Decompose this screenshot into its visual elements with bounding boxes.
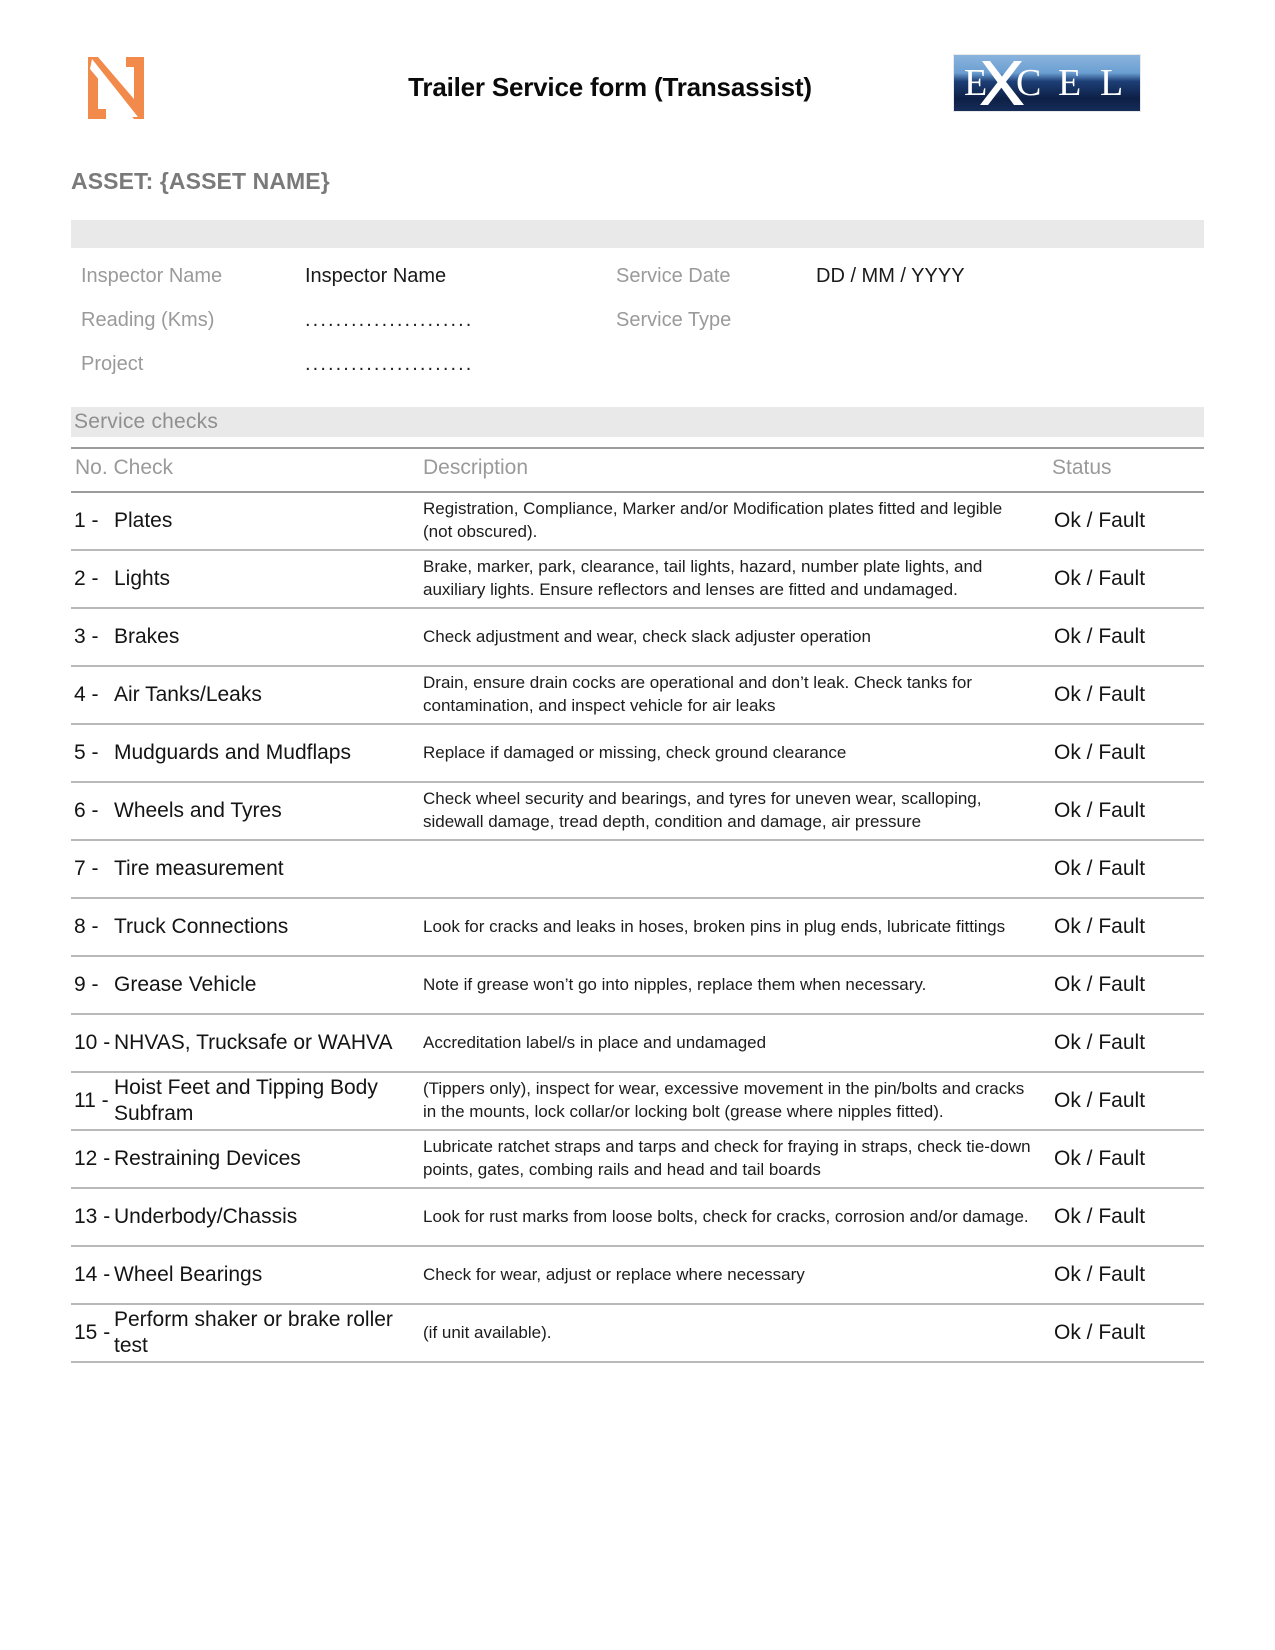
check-name: Plates: [114, 509, 173, 533]
cell-status[interactable]: Ok / Fault: [1054, 973, 1146, 996]
service-checks-table: [71, 447, 1204, 1363]
page-title: Trailer Service form (Transassist): [408, 72, 812, 102]
cell-description: Note if grease won’t go into nipples, replace them when necessary.: [423, 974, 927, 994]
cell-status[interactable]: Ok / Fault: [1054, 1031, 1146, 1054]
check-name: Hoist Feet and Tipping Body Subfram: [114, 1076, 378, 1125]
table-row-inner: [71, 1015, 1204, 1071]
check-number: 7 -: [74, 856, 99, 880]
project-value[interactable]: ......................: [305, 353, 474, 375]
table-row: [71, 1013, 1204, 1071]
column-header-status: Status: [1052, 456, 1112, 479]
table-row: [71, 549, 1204, 607]
table-row-inner: [71, 493, 1204, 549]
cell-no-check: [71, 508, 423, 534]
check-name: Wheel Bearings: [114, 1263, 263, 1287]
cell-status[interactable]: Ok / Fault: [1054, 509, 1146, 532]
check-number: 14 -: [74, 1262, 111, 1286]
check-number: 2 -: [74, 566, 99, 590]
table-row-inner: [71, 957, 1204, 1013]
cell-no-check: [71, 1075, 423, 1126]
column-header-no-check: No. Check: [75, 456, 174, 479]
cell-description: Replace if damaged or missing, check ground clearance: [423, 742, 847, 762]
cell-status[interactable]: Ok / Fault: [1054, 625, 1146, 648]
cell-description: (if unit available).: [423, 1322, 552, 1342]
check-number: 12 -: [74, 1146, 111, 1170]
cell-no-check: [71, 972, 423, 998]
table-body: [71, 491, 1204, 1363]
check-name: Perform shaker or brake roller test: [114, 1308, 393, 1357]
cell-description: Check for wear, adjust or replace where necessary: [423, 1264, 805, 1284]
form-fields: [0, 248, 1275, 398]
check-number: 15 -: [74, 1321, 111, 1344]
check-name: Air Tanks/Leaks: [114, 683, 262, 707]
cell-no-check: [71, 1262, 423, 1288]
table-row-inner: [71, 1131, 1204, 1187]
check-name: Lights: [114, 567, 171, 591]
check-number: 4 -: [74, 682, 99, 706]
cell-status[interactable]: Ok / Fault: [1054, 799, 1146, 822]
table-row: [71, 955, 1204, 1013]
cell-status[interactable]: Ok / Fault: [1054, 857, 1146, 880]
cell-no-check: [71, 682, 423, 708]
check-name: Underbody/Chassis: [114, 1205, 298, 1229]
check-number: 11 -: [74, 1089, 109, 1112]
cell-description: Accreditation label/s in place and undamaged: [423, 1032, 767, 1052]
service-checks-heading: Service checks: [74, 410, 219, 433]
form-section-header-bar: [71, 220, 1204, 248]
table-row-inner: [71, 551, 1204, 607]
check-name: Restraining Devices: [114, 1147, 301, 1171]
cell-no-check: [71, 566, 423, 592]
service-type-label: Service Type: [616, 309, 732, 331]
table-row-inner: [71, 609, 1204, 665]
table-row: [71, 781, 1204, 839]
cell-description: Brake, marker, park, clearance, tail lights, hazard, number plate lights, and auxiliary lights. Ensure reflectors and lenses are fitted and undamaged.: [423, 557, 983, 599]
cell-status[interactable]: Ok / Fault: [1054, 1263, 1146, 1286]
table-row: [71, 1303, 1204, 1361]
svg-text:C: C: [1016, 62, 1042, 104]
table-row: [71, 897, 1204, 955]
table-row-inner: [71, 783, 1204, 839]
cell-description: Registration, Compliance, Marker and/or Modification plates fitted and legible (not obscured).: [423, 499, 1003, 541]
service-date-value[interactable]: DD / MM / YYYY: [816, 265, 965, 287]
cell-status[interactable]: Ok / Fault: [1054, 1089, 1146, 1112]
reading-kms-value[interactable]: ......................: [305, 309, 474, 331]
table-row: [71, 723, 1204, 781]
check-name: Tire measurement: [114, 857, 284, 881]
cell-status[interactable]: Ok / Fault: [1054, 567, 1146, 590]
table-row-inner: [71, 1247, 1204, 1303]
table-row: [71, 665, 1204, 723]
excel-logo: [953, 54, 1141, 112]
check-name: Mudguards and Mudflaps: [114, 741, 351, 765]
column-header-description: Description: [423, 456, 529, 479]
cell-status[interactable]: Ok / Fault: [1054, 1321, 1146, 1344]
table-header-row: [71, 447, 1204, 491]
cell-status[interactable]: Ok / Fault: [1054, 741, 1146, 764]
table-row-inner: [71, 1189, 1204, 1245]
check-number: 13 -: [74, 1204, 111, 1228]
svg-text:E: E: [964, 62, 994, 104]
asset-name-heading: ASSET: {ASSET NAME}: [71, 168, 330, 194]
table-bottom-rule: [71, 1361, 1204, 1363]
table-row-inner: [71, 725, 1204, 781]
table-row: [71, 1129, 1204, 1187]
cell-description: Drain, ensure drain cocks are operational and don’t leak. Check tanks for contamination, and inspect vehicle for air leaks: [423, 673, 973, 715]
cell-no-check: [71, 740, 423, 766]
check-number: 1 -: [74, 508, 99, 532]
inspector-name-value[interactable]: Inspector Name: [305, 265, 447, 287]
cell-no-check: [71, 1307, 423, 1358]
check-name: Brakes: [114, 625, 180, 649]
table-row: [71, 1187, 1204, 1245]
table-row: [71, 491, 1204, 549]
cell-description: Look for rust marks from loose bolts, check for cracks, corrosion and/or damage.: [423, 1206, 1029, 1226]
cell-no-check: [71, 856, 423, 882]
cell-no-check: [71, 1146, 423, 1172]
service-checks-header-bar: [71, 407, 1204, 437]
table-row-inner: [71, 1305, 1204, 1361]
document-header: [0, 0, 1275, 150]
check-number: 10 -: [74, 1030, 111, 1054]
cell-no-check: [71, 914, 423, 940]
check-number: 8 -: [74, 914, 99, 938]
cell-description: Check adjustment and wear, check slack adjuster operation: [423, 626, 871, 646]
cell-description: Lubricate ratchet straps and tarps and check for fraying in straps, check tie-down points, gates, combing rails and head and tail boards: [423, 1137, 1031, 1179]
table-row-inner: [71, 841, 1204, 897]
check-name: NHVAS, Trucksafe or WAHVA: [114, 1031, 393, 1055]
check-number: 9 -: [74, 972, 99, 996]
reading-kms-label: Reading (Kms): [81, 309, 215, 331]
table-row-inner: [71, 667, 1204, 723]
cell-description: Check wheel security and bearings, and tyres for uneven wear, scalloping, sidewall damage, tread depth, condition and damage, air pressure: [423, 789, 982, 831]
table-row: [71, 1245, 1204, 1303]
cell-no-check: [71, 624, 423, 650]
cell-description: Look for cracks and leaks in hoses, broken pins in plug ends, lubricate fittings: [423, 916, 1006, 936]
cell-no-check: [71, 1030, 423, 1056]
table-row-inner: [71, 899, 1204, 955]
check-number: 6 -: [74, 798, 99, 822]
project-label: Project: [81, 353, 144, 375]
table-row-inner: [71, 1073, 1204, 1129]
check-number: 5 -: [74, 740, 99, 764]
cell-no-check: [71, 798, 423, 824]
svg-text:E: E: [1058, 62, 1082, 104]
cell-no-check: [71, 1204, 423, 1230]
cell-status[interactable]: Ok / Fault: [1054, 915, 1146, 938]
check-name: Grease Vehicle: [114, 973, 257, 997]
table-row: [71, 607, 1204, 665]
cell-description: (Tippers only), inspect for wear, excessive movement in the pin/bolts and cracks in the mounts, lock collar/or locking bolt (grease where nipples fitted).: [423, 1079, 1025, 1121]
table-row: [71, 1071, 1204, 1129]
n-logo-icon: [82, 47, 150, 129]
inspector-name-label: Inspector Name: [81, 265, 223, 287]
cell-status[interactable]: Ok / Fault: [1054, 683, 1146, 706]
check-name: Wheels and Tyres: [114, 799, 282, 823]
check-number: 3 -: [74, 624, 99, 648]
check-name: Truck Connections: [114, 915, 289, 939]
cell-status[interactable]: Ok / Fault: [1054, 1147, 1146, 1170]
cell-status[interactable]: Ok / Fault: [1054, 1205, 1146, 1228]
svg-text:L: L: [1100, 62, 1124, 104]
service-date-label: Service Date: [616, 265, 731, 287]
table-row: [71, 839, 1204, 897]
